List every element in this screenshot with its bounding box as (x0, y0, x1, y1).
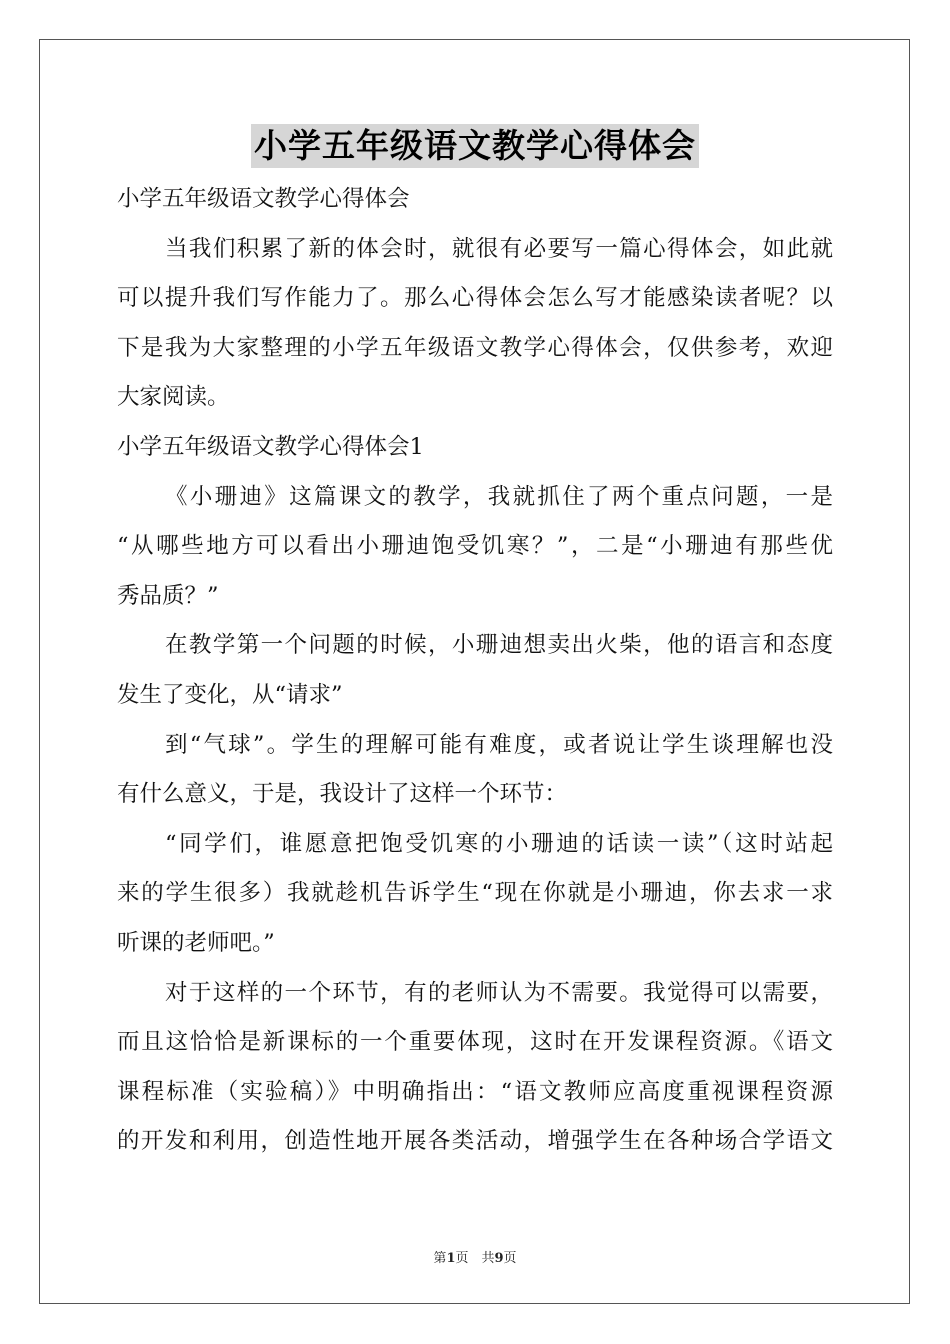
section-heading: 小学五年级语文教学心得体会 (117, 186, 410, 212)
paragraph-line: 可以提升我们写作能力了。那么心得体会怎么写才能感染读者呢？以 (117, 285, 833, 312)
paragraph-line: 发生了变化，从“请求” (117, 681, 343, 708)
paragraph-line: 的开发和利用，创造性地开展各类活动，增强学生在各种场合学语文 (117, 1128, 833, 1155)
paragraph-line: 大家阅读。 (117, 384, 230, 411)
paragraph-line: 对于这样的一个环节，有的老师认为不需要。我觉得可以需要， (165, 979, 833, 1006)
paragraph-line: 来的学生很多）我就趁机告诉学生“现在你就是小珊迪，你去求一求 (117, 880, 833, 907)
paragraph-line: 有什么意义，于是，我设计了这样一个环节： (117, 781, 568, 808)
paragraph-line: 《小珊迪》这篇课文的教学，我就抓住了两个重点问题，一是 (165, 483, 833, 510)
page-current: 1 (446, 1251, 456, 1266)
paragraph-line: 下是我为大家整理的小学五年级语文教学心得体会，仅供参考，欢迎 (117, 334, 833, 361)
paragraph-line: 课程标准（实验稿）》中明确指出：“语文教师应高度重视课程资源 (117, 1078, 833, 1105)
paragraph-line: 到“气球”。学生的理解可能有难度，或者说让学生谈理解也没 (165, 731, 833, 758)
paragraph-line: 当我们积累了新的体会时，就很有必要写一篇心得体会，如此就 (165, 235, 833, 262)
paragraph-line: 听课的老师吧。” (117, 929, 275, 956)
page-suffix: 页 (503, 1251, 517, 1266)
page-footer (0, 1247, 950, 1266)
section-heading: 小学五年级语文教学心得体会1 (117, 433, 424, 460)
paragraph-line: “从哪些地方可以看出小珊迪饱受饥寒？”，二是“小珊迪有那些优 (117, 533, 833, 560)
page-prefix: 第 (433, 1251, 447, 1266)
document-title: 小学五年级语文教学心得体会 (251, 124, 699, 168)
paragraph-line: 秀品质？” (117, 582, 219, 609)
page-total: 9 (494, 1251, 504, 1266)
paragraph-line: 而且这恰恰是新课标的一个重要体现，这时在开发课程资源。《语文 (117, 1029, 833, 1056)
paragraph-line: “同学们，谁愿意把饱受饥寒的小珊迪的话读一读”（这时站起 (165, 830, 833, 857)
paragraph-line: 在教学第一个问题的时候，小珊迪想卖出火柴，他的语言和态度 (165, 632, 833, 659)
document-body (117, 175, 833, 1167)
page-mid: 页 共 (455, 1251, 495, 1266)
title-container (0, 124, 950, 168)
